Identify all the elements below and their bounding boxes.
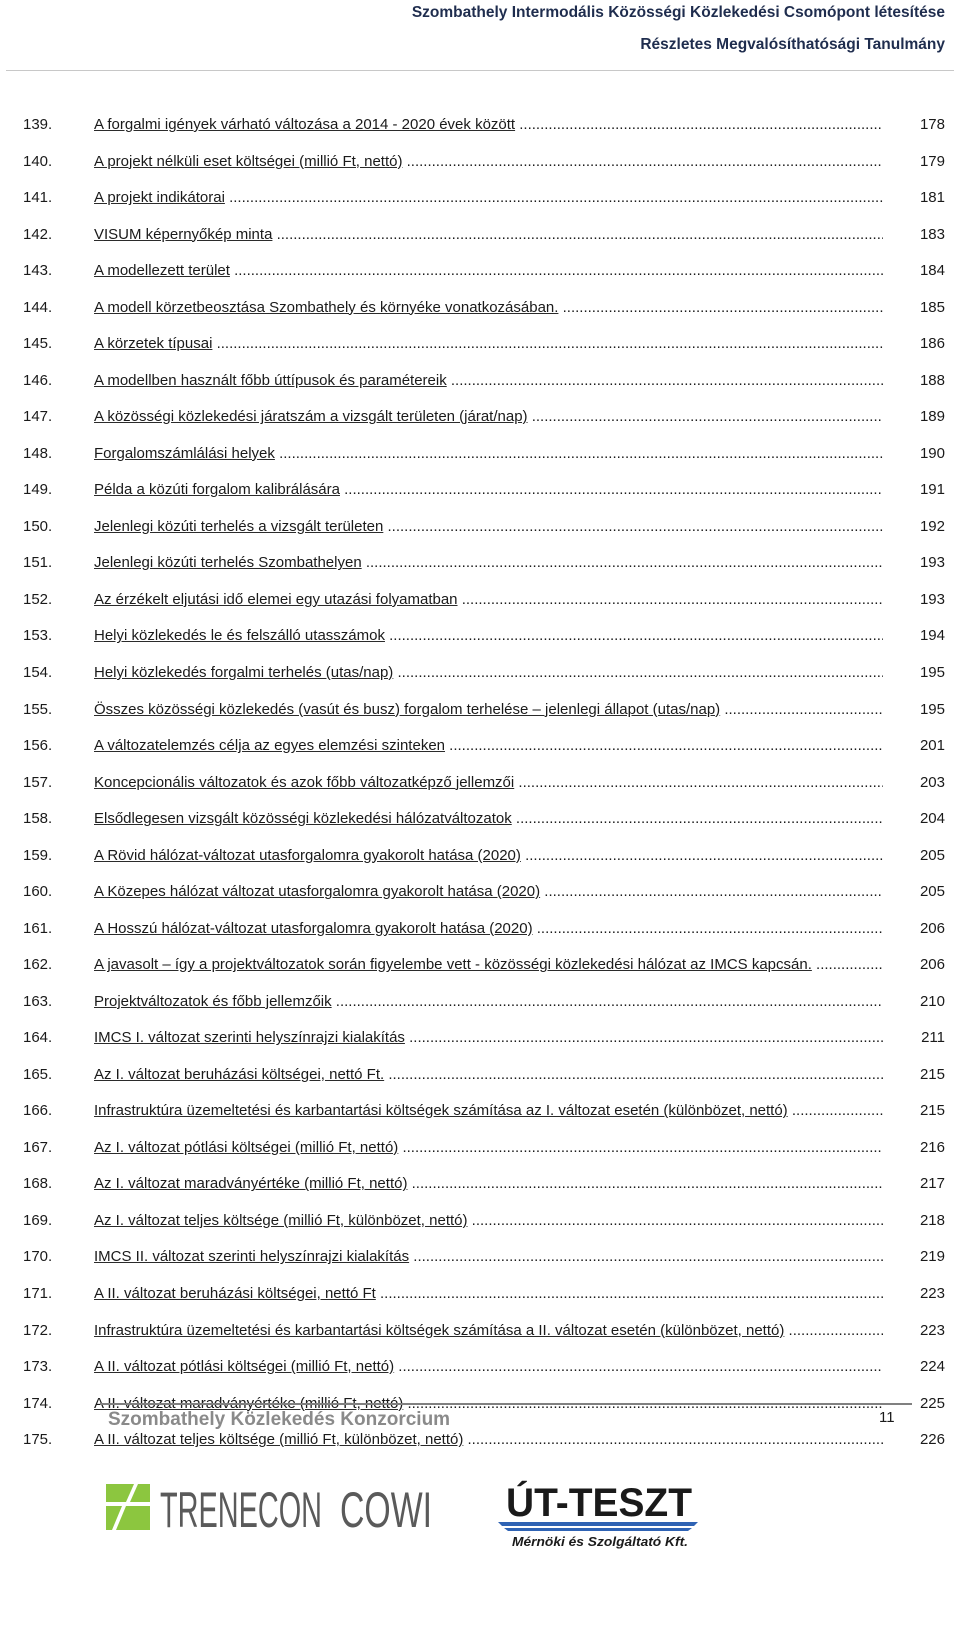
toc-entry-page: 223 bbox=[919, 1285, 945, 1302]
toc-entry-number: 159. bbox=[23, 846, 53, 864]
toc-entry-number: 147. bbox=[23, 408, 53, 426]
toc-entry[interactable] bbox=[23, 554, 945, 591]
ut-teszt-subtitle: Mérnöki és Szolgáltató Kft. bbox=[512, 1534, 688, 1549]
cowi-logo-text: COWI bbox=[340, 1482, 432, 1534]
toc-entry[interactable] bbox=[23, 226, 945, 263]
toc-entry-title-link[interactable] bbox=[94, 1139, 883, 1157]
toc-entry-title: A Hosszú hálózat-változat utasforgalomra gyakorolt hatása (2020) bbox=[94, 919, 533, 937]
toc-entry-number: 145. bbox=[23, 335, 53, 353]
toc-entry-page: 181 bbox=[919, 189, 945, 207]
toc-entry-title-link[interactable] bbox=[94, 920, 883, 938]
toc-entry-page: 188 bbox=[919, 371, 945, 389]
toc-entry-title: IMCS I. változat szerinti helyszínrajzi kialakítás bbox=[94, 1029, 405, 1047]
toc-entry-title: Infrastruktúra üzemeltetési és karbantartási költségek számítása a II. változat esetén (különbözet, nettó) bbox=[94, 1321, 785, 1339]
toc-entry-number: 162. bbox=[23, 956, 53, 974]
toc-entry-title: A modellben használt főbb úttípusok és paramétereik bbox=[94, 371, 447, 389]
toc-entry-number: 161. bbox=[23, 919, 53, 937]
toc-entry-title-link[interactable] bbox=[94, 226, 883, 244]
toc-entry-page: 185 bbox=[919, 298, 945, 316]
toc-entry-title: Az I. változat teljes költsége (millió Ft, különbözet, nettó) bbox=[94, 1211, 468, 1229]
toc-entry-title-link[interactable] bbox=[94, 810, 883, 828]
toc-entry-title: IMCS II. változat szerinti helyszínrajzi kialakítás bbox=[94, 1248, 410, 1266]
footer-divider bbox=[100, 1403, 912, 1405]
toc-entry[interactable] bbox=[23, 116, 945, 153]
page-number: 11 bbox=[879, 1409, 895, 1426]
toc-entry-number: 164. bbox=[23, 1029, 53, 1047]
toc-entry[interactable] bbox=[23, 1029, 945, 1066]
toc-entry-title: Az I. változat beruházási költségei, nettó Ft. bbox=[94, 1065, 385, 1083]
toc-entry-number: 144. bbox=[23, 298, 53, 316]
header-title: Szombathely Intermodális Közösségi Közlekedési Csomópont létesítése bbox=[411, 4, 945, 21]
toc-entry-number: 158. bbox=[23, 810, 53, 828]
toc-entry-title: A II. változat teljes költsége (millió Ft, különbözet, nettó) bbox=[94, 1431, 464, 1449]
toc-entry-title: A II. változat pótlási költségei (millió Ft, nettó) bbox=[94, 1358, 395, 1376]
toc-entry-title: Projektváltozatok és főbb jellemzőik bbox=[94, 992, 332, 1010]
toc-entry-page: 191 bbox=[919, 481, 945, 499]
toc-entry-title-link[interactable] bbox=[94, 774, 883, 792]
toc-entry[interactable] bbox=[23, 189, 945, 226]
toc-entry-title: Jelenlegi közúti terhelés a vizsgált területen bbox=[94, 517, 384, 535]
toc-entry-title: A Közepes hálózat változat utasforgalomra gyakorolt hatása (2020) bbox=[94, 883, 541, 901]
toc-entry-number: 146. bbox=[23, 371, 53, 389]
toc-entry-page: 186 bbox=[919, 335, 945, 353]
table-of-figures bbox=[23, 116, 945, 1468]
ut-teszt-logo bbox=[478, 1470, 718, 1556]
toc-entry-number: 169. bbox=[23, 1211, 53, 1229]
toc-entry-page: 203 bbox=[919, 773, 945, 791]
toc-entry-page: 184 bbox=[919, 262, 945, 280]
toc-entry-page: 218 bbox=[919, 1211, 945, 1229]
toc-entry[interactable] bbox=[23, 299, 945, 336]
toc-entry-title: A II. változat maradványértéke (millió Ft, nettó) bbox=[94, 1394, 404, 1412]
toc-entry-title: Az érzékelt eljutási idő elemei egy utazási folyamatban bbox=[94, 590, 458, 608]
toc-entry-page: 194 bbox=[919, 627, 945, 645]
toc-entry-page: 204 bbox=[919, 810, 945, 828]
toc-entry-title-link[interactable] bbox=[94, 1212, 883, 1230]
toc-entry-page: 217 bbox=[919, 1175, 945, 1193]
toc-entry-title-link[interactable] bbox=[94, 1358, 883, 1376]
toc-entry-title-link[interactable] bbox=[94, 189, 883, 207]
toc-entry-title-link[interactable] bbox=[94, 1102, 883, 1120]
toc-entry-number: 152. bbox=[23, 590, 53, 608]
toc-entry-title-link[interactable] bbox=[94, 591, 883, 609]
header-divider bbox=[6, 70, 954, 71]
toc-entry-number: 148. bbox=[23, 444, 53, 462]
toc-entry-title: A Rövid hálózat-változat utasforgalomra gyakorolt hatása (2020) bbox=[94, 846, 521, 864]
toc-entry-title: Helyi közlekedés le és felszálló utasszámok bbox=[94, 627, 385, 645]
toc-entry[interactable] bbox=[23, 1066, 945, 1103]
toc-entry-number: 163. bbox=[23, 992, 53, 1010]
toc-entry-page: 183 bbox=[919, 225, 945, 243]
toc-entry-page: 206 bbox=[919, 956, 945, 974]
toc-entry-title: A projekt indikátorai bbox=[94, 189, 225, 207]
toc-entry-title: Koncepcionális változatok és azok főbb változatképző jellemzői bbox=[94, 773, 515, 791]
toc-entry[interactable] bbox=[23, 153, 945, 190]
toc-entry-page: 190 bbox=[919, 444, 945, 462]
toc-entry[interactable] bbox=[23, 737, 945, 774]
toc-entry-number: 140. bbox=[23, 152, 53, 170]
toc-entry-number: 165. bbox=[23, 1065, 53, 1083]
toc-entry-title: A modellezett terület bbox=[94, 262, 230, 280]
toc-entry-page: 224 bbox=[919, 1358, 945, 1376]
toc-entry-number: 149. bbox=[23, 481, 53, 499]
toc-entry-page: 219 bbox=[919, 1248, 945, 1266]
toc-entry[interactable] bbox=[23, 1212, 945, 1249]
toc-entry-page: 195 bbox=[919, 700, 945, 718]
toc-entry-page: 201 bbox=[919, 737, 945, 755]
toc-entry[interactable] bbox=[23, 664, 945, 701]
toc-entry-page: 195 bbox=[919, 663, 945, 681]
toc-entry[interactable] bbox=[23, 262, 945, 299]
toc-entry-page: 193 bbox=[919, 590, 945, 608]
toc-entry-number: 154. bbox=[23, 663, 53, 681]
toc-entry-number: 142. bbox=[23, 225, 53, 243]
toc-entry[interactable] bbox=[23, 883, 945, 920]
toc-entry-title-link[interactable] bbox=[94, 335, 883, 353]
toc-entry-number: 157. bbox=[23, 773, 53, 791]
toc-entry[interactable] bbox=[23, 481, 945, 518]
toc-entry-number: 153. bbox=[23, 627, 53, 645]
toc-entry-title: Példa a közúti forgalom kalibrálására bbox=[94, 481, 340, 499]
toc-entry-page: 178 bbox=[919, 116, 945, 133]
toc-entry-title: Infrastruktúra üzemeltetési és karbantartási költségek számítása az I. változat esetén (különbözet, nettó) bbox=[94, 1102, 788, 1120]
toc-entry-title: A javasolt – így a projektváltozatok során figyelembe vett - közösségi közlekedési hálózat az IMCS kapcsán. bbox=[94, 956, 812, 974]
trenecon-cowi-logo bbox=[104, 1478, 434, 1534]
toc-entry-number: 156. bbox=[23, 737, 53, 755]
toc-entry-title: Összes közösségi közlekedés (vasút és busz) forgalom terhelése – jelenlegi állapot (utas/nap) bbox=[94, 700, 721, 718]
toc-entry-title-link[interactable] bbox=[94, 627, 883, 645]
toc-entry-page: 223 bbox=[919, 1321, 945, 1339]
toc-entry-number: 175. bbox=[23, 1431, 53, 1449]
toc-entry-title-link[interactable] bbox=[94, 445, 883, 463]
toc-entry-page: 215 bbox=[919, 1102, 945, 1120]
toc-entry[interactable] bbox=[23, 774, 945, 811]
toc-entry-title-link[interactable] bbox=[94, 299, 883, 317]
toc-entry-number: 174. bbox=[23, 1394, 53, 1412]
toc-entry[interactable] bbox=[23, 1248, 945, 1285]
road-stripes-icon bbox=[498, 1522, 698, 1531]
toc-entry-number: 139. bbox=[23, 116, 53, 133]
toc-entry[interactable] bbox=[23, 627, 945, 664]
toc-entry-title-link[interactable] bbox=[94, 1285, 883, 1303]
toc-entry-title-link[interactable] bbox=[94, 1175, 883, 1193]
toc-entry-title: Forgalomszámlálási helyek bbox=[94, 444, 275, 462]
toc-entry-page: 225 bbox=[919, 1394, 945, 1412]
toc-entry[interactable] bbox=[23, 1322, 945, 1359]
toc-entry[interactable] bbox=[23, 810, 945, 847]
toc-entry-title: Elsődlegesen vizsgált közösségi közlekedési hálózatváltozatok bbox=[94, 810, 512, 828]
toc-entry-title: Az I. változat pótlási költségei (millió Ft, nettó) bbox=[94, 1138, 399, 1156]
toc-entry-page: 179 bbox=[919, 152, 945, 170]
toc-entry-page: 215 bbox=[919, 1065, 945, 1083]
toc-entry-page: 205 bbox=[919, 883, 945, 901]
toc-entry[interactable] bbox=[23, 591, 945, 628]
toc-entry-page: 211 bbox=[921, 1029, 945, 1047]
toc-entry-number: 168. bbox=[23, 1175, 53, 1193]
toc-entry-number: 173. bbox=[23, 1358, 53, 1376]
toc-entry-title-link[interactable] bbox=[94, 1431, 883, 1449]
toc-entry-number: 172. bbox=[23, 1321, 53, 1339]
footer-consortium: Szombathely Közlekedés Konzorcium bbox=[108, 1409, 451, 1430]
toc-entry-title-link[interactable] bbox=[94, 993, 883, 1011]
toc-entry-page: 205 bbox=[919, 846, 945, 864]
toc-entry[interactable] bbox=[23, 372, 945, 409]
toc-entry[interactable] bbox=[23, 335, 945, 372]
toc-entry-title: A II. változat beruházási költségei, nettó Ft bbox=[94, 1285, 376, 1302]
toc-entry-title-link[interactable] bbox=[94, 1029, 883, 1047]
toc-entry-title-link[interactable] bbox=[94, 518, 883, 536]
toc-entry-title-link[interactable] bbox=[94, 116, 883, 134]
toc-entry[interactable] bbox=[23, 518, 945, 555]
toc-entry-page: 193 bbox=[919, 554, 945, 572]
toc-entry-page: 192 bbox=[919, 517, 945, 535]
toc-entry-number: 150. bbox=[23, 517, 53, 535]
toc-entry[interactable] bbox=[23, 1431, 945, 1468]
toc-entry[interactable] bbox=[23, 1175, 945, 1212]
toc-entry-title-link[interactable] bbox=[94, 481, 883, 499]
toc-entry-title: A projekt nélküli eset költségei (millió Ft, nettó) bbox=[94, 152, 403, 170]
toc-entry-page: 210 bbox=[919, 992, 945, 1010]
toc-entry-page: 206 bbox=[919, 919, 945, 937]
trenecon-emblem-icon bbox=[106, 1484, 150, 1530]
page-header bbox=[0, 0, 960, 72]
toc-entry-number: 160. bbox=[23, 883, 53, 901]
toc-entry[interactable] bbox=[23, 1358, 945, 1395]
toc-entry-number: 141. bbox=[23, 189, 53, 207]
toc-entry-title: Helyi közlekedés forgalmi terhelés (utas/nap) bbox=[94, 663, 394, 681]
toc-entry-title-link[interactable] bbox=[94, 847, 883, 865]
ut-teszt-logo-text: ÚT-TESZT bbox=[506, 1481, 698, 1525]
toc-entry-title-link[interactable] bbox=[94, 153, 883, 171]
toc-entry-number: 171. bbox=[23, 1285, 53, 1302]
toc-entry-title-link[interactable] bbox=[94, 664, 883, 682]
toc-entry-number: 151. bbox=[23, 554, 53, 572]
toc-entry-title: A forgalmi igények várható változása a 2014 - 2020 évek között bbox=[94, 116, 516, 133]
toc-entry-page: 216 bbox=[919, 1138, 945, 1156]
toc-entry-title-link[interactable] bbox=[94, 701, 883, 719]
toc-entry-title: A változatelemzés célja az egyes elemzési szinteken bbox=[94, 737, 446, 755]
toc-entry[interactable] bbox=[23, 993, 945, 1030]
toc-entry-title-link[interactable] bbox=[94, 1322, 883, 1340]
toc-entry[interactable] bbox=[23, 1102, 945, 1139]
toc-entry-number: 166. bbox=[23, 1102, 53, 1120]
toc-entry-title: Az I. változat maradványértéke (millió Ft, nettó) bbox=[94, 1175, 408, 1193]
toc-entry-title-link[interactable] bbox=[94, 956, 883, 974]
toc-entry-title: A körzetek típusai bbox=[94, 335, 213, 353]
toc-entry-page: 189 bbox=[919, 408, 945, 426]
toc-entry-title-link[interactable] bbox=[94, 554, 883, 572]
toc-entry-title-link[interactable] bbox=[94, 883, 883, 901]
toc-entry-title-link[interactable] bbox=[94, 372, 883, 390]
header-subtitle: Részletes Megvalósíthatósági Tanulmány bbox=[640, 36, 945, 53]
toc-entry-title: Jelenlegi közúti terhelés Szombathelyen bbox=[94, 554, 362, 572]
toc-entry-title-link[interactable] bbox=[94, 737, 883, 755]
toc-entry-title-link[interactable] bbox=[94, 1248, 883, 1266]
toc-entry-title: VISUM képernyőkép minta bbox=[94, 225, 273, 243]
toc-entry-number: 143. bbox=[23, 262, 53, 280]
toc-entry-title-link[interactable] bbox=[94, 1066, 883, 1084]
toc-entry-title: A közösségi közlekedési járatszám a vizsgált területen (járat/nap) bbox=[94, 408, 528, 426]
toc-entry[interactable] bbox=[23, 847, 945, 884]
toc-entry[interactable] bbox=[23, 1285, 945, 1322]
toc-entry[interactable] bbox=[23, 408, 945, 445]
toc-entry-number: 155. bbox=[23, 700, 53, 718]
toc-entry-page: 226 bbox=[919, 1431, 945, 1449]
toc-entry-title-link[interactable] bbox=[94, 408, 883, 426]
toc-entry[interactable] bbox=[23, 956, 945, 993]
toc-entry[interactable] bbox=[23, 701, 945, 738]
toc-entry-number: 167. bbox=[23, 1138, 53, 1156]
toc-entry[interactable] bbox=[23, 920, 945, 957]
trenecon-logo-text: TRENECON bbox=[160, 1482, 322, 1534]
toc-entry[interactable] bbox=[23, 445, 945, 482]
toc-entry-number: 170. bbox=[23, 1248, 53, 1266]
toc-entry-title-link[interactable] bbox=[94, 262, 883, 280]
toc-entry-title: A modell körzetbeosztása Szombathely és környéke vonatkozásában. bbox=[94, 298, 559, 316]
toc-entry[interactable] bbox=[23, 1139, 945, 1176]
